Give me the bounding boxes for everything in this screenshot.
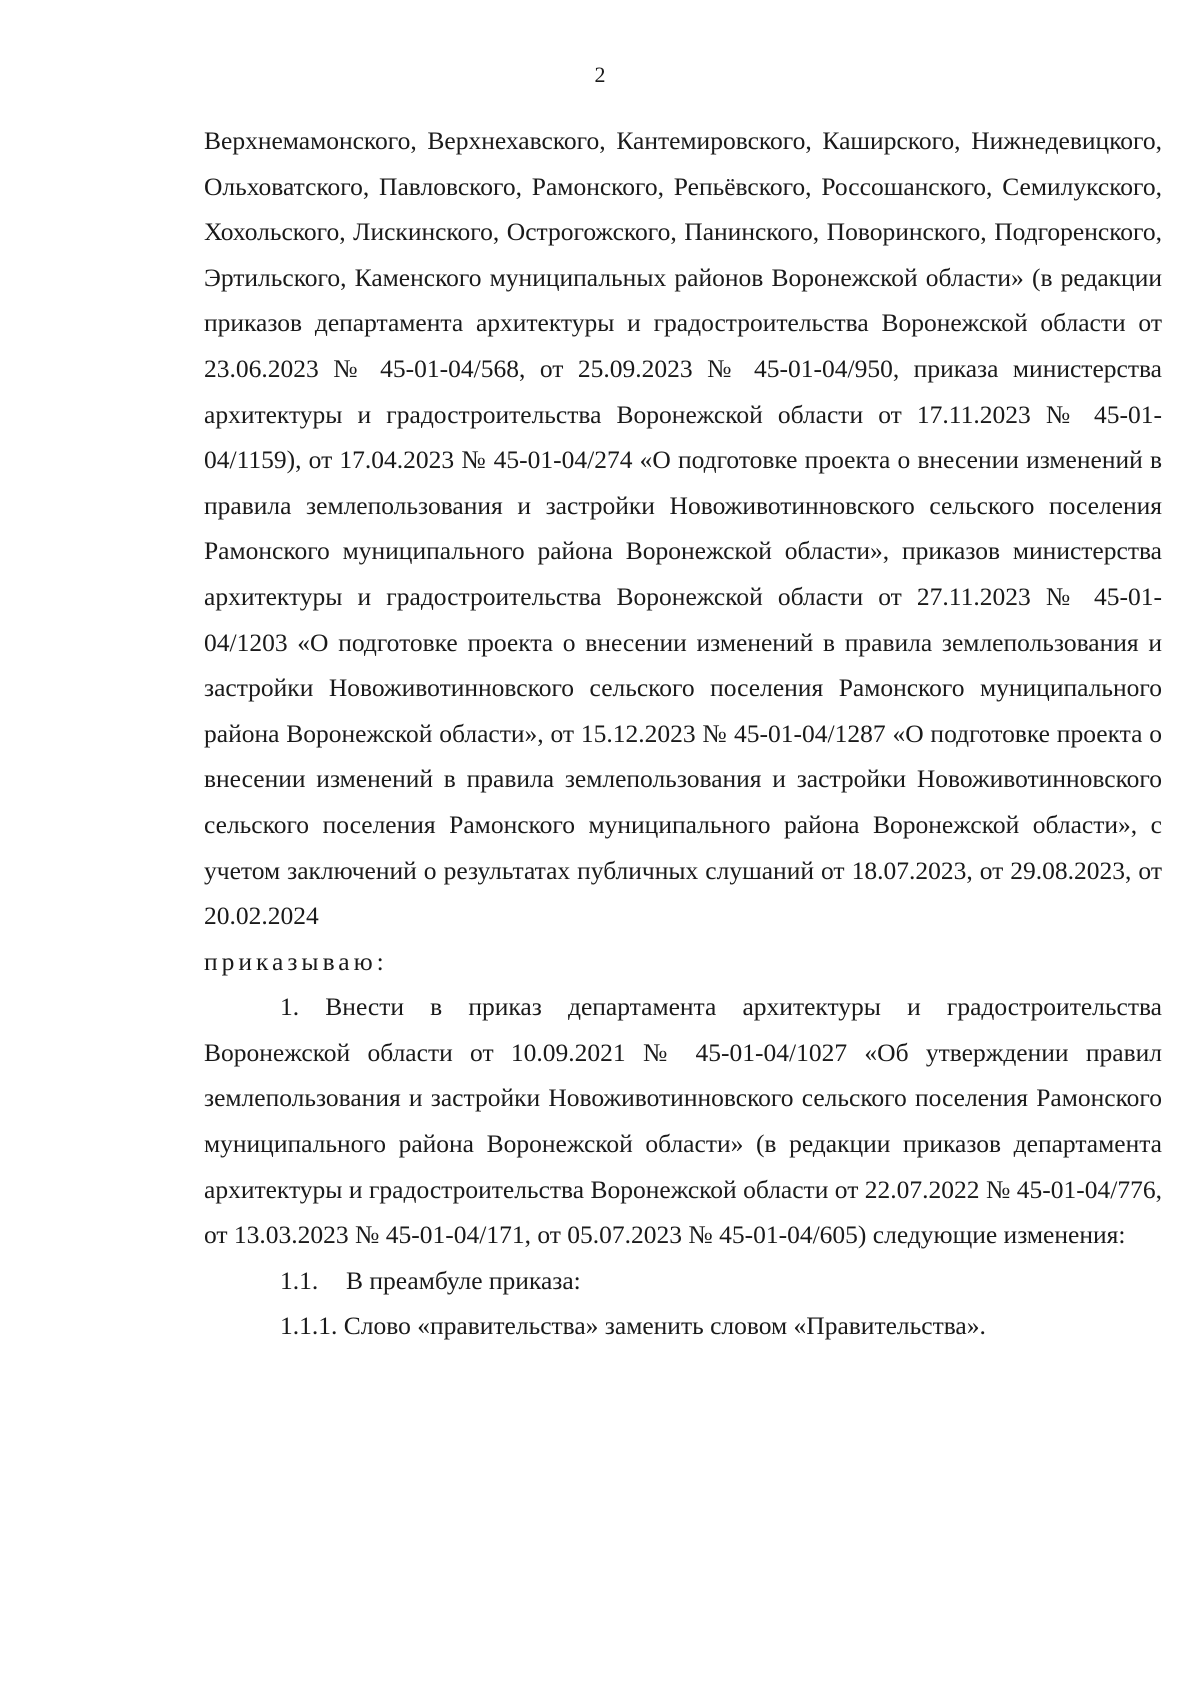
- item-1-1-paragraph: [204, 1258, 1162, 1304]
- page-number: 2: [594, 62, 606, 87]
- prikazyvayu-line: приказываю:: [204, 946, 388, 976]
- preamble-paragraph: Верхнемамонского, Верхнехавского, Кантемировского, Каширского, Нижнедевицкого, Ольховатского, Павловского, Рамонского, Репьёвского, Россошанского, Семилукского, Хохольского, Лискинского, Острогожского, Панинского, Поворинского, Подгоренского, Эртильского, Каменского муниципальных районов Воронежской области» (в редакции приказов департамента архитектуры и градостроительства Воронежской области от 23.06.2023 № 45-01-04/568, от 25.09.2023 № 45-01-04/950, приказа министерства архитектуры и градостроительства Воронежской области от 17.11.2023 № 45-01-04/1159), от 17.04.2023 № 45-01-04/274 «О подготовке проекта о внесении изменений в правила землепользования и застройки Новоживотинновского сельского поселения Рамонского муниципального района Воронежской области», приказов министерства архитектуры и градостроительства Воронежской области от 27.11.2023 № 45-01-04/1203 «О подготовке проекта о внесении изменений в правила землепользования и застройки Новоживотинновского сельского поселения Рамонского муниципального района Воронежской области», от 15.12.2023 № 45-01-04/1287 «О подготовке проекта о внесении изменений в правила землепользования и застройки Новоживотинновского сельского поселения Рамонского муниципального района Воронежской области», с учетом заключений о результатах публичных слушаний от 18.07.2023, от 29.08.2023, от 20.02.2024: [204, 126, 1162, 931]
- document-body: [204, 118, 1162, 1349]
- item-1-1-1-paragraph: 1.1.1. Слово «правительства» заменить словом «Правительства».: [280, 1311, 986, 1341]
- item-1-1-text: В преамбуле приказа:: [346, 1265, 581, 1295]
- item-1-1-number: 1.1.: [280, 1265, 319, 1295]
- item-1-paragraph: 1. Внести в приказ департамента архитектуры и градостроительства Воронежской области от 10.09.2021 № 45-01-04/1027 «Об утверждении правил землепользования и застройки Новоживотинновского сельского поселения Рамонского муниципального района Воронежской области» (в редакции приказов департамента архитектуры и градостроительства Воронежской области от 22.07.2022 № 45-01-04/776, от 13.03.2023 № 45-01-04/171, от 05.07.2023 № 45-01-04/605) следующие изменения:: [204, 992, 1162, 1250]
